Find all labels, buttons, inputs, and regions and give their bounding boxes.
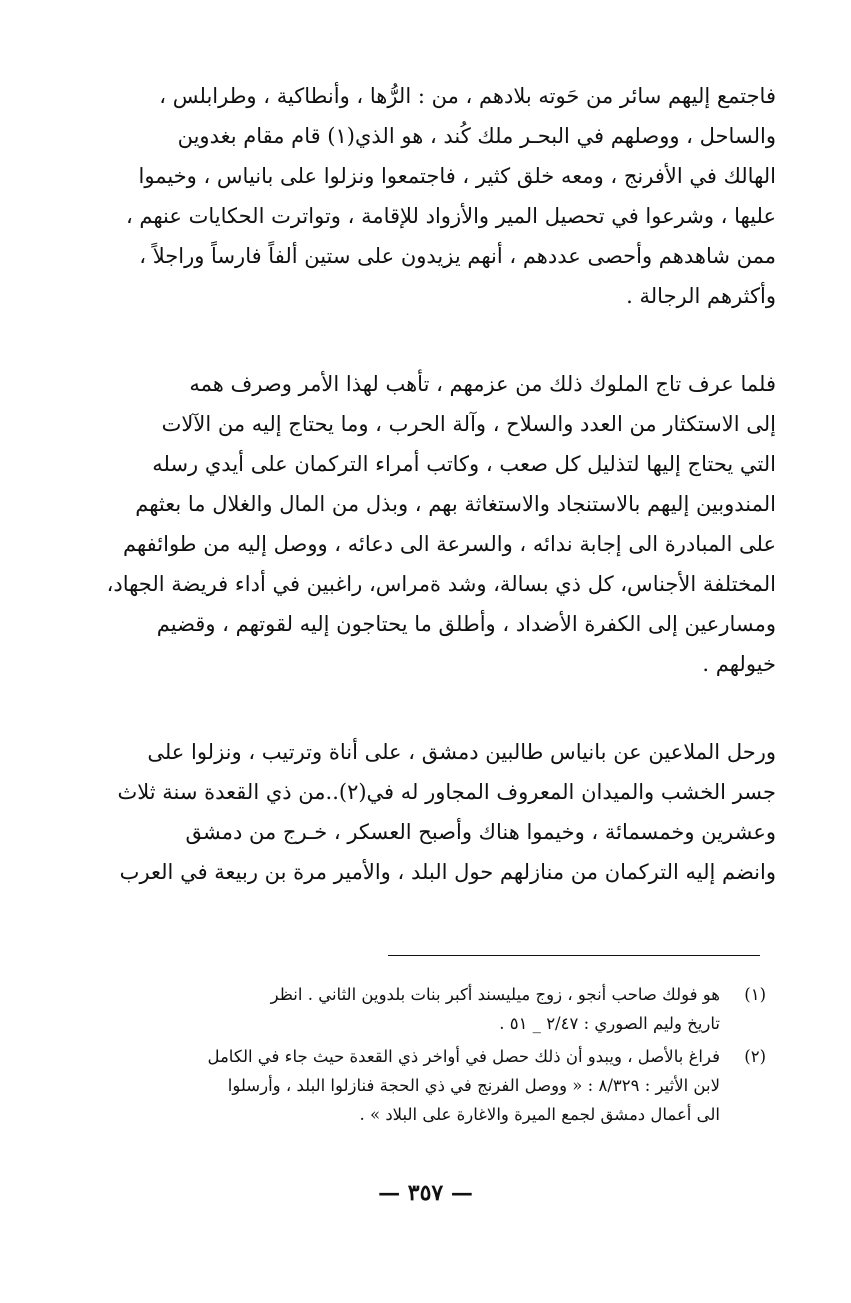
footnote-marker: (٢) bbox=[744, 1047, 766, 1066]
text-line: ورحل الملاعين عن بانياس طالبين دمشق ، على أناة وترتيب ، ونزلوا على bbox=[147, 740, 776, 764]
text-line: عليها ، وشرعوا في تحصيل المير والأزواد للإقامة ، وتواترت الحكايات عنهم ، bbox=[125, 204, 776, 228]
text-line: خيولهم . bbox=[702, 652, 776, 676]
text-line: والساحل ، ووصلهم في البحـر ملك كُند ، هو الذي(١) قام مقام بغدوين bbox=[177, 124, 776, 148]
footnote-1 bbox=[76, 980, 766, 1038]
footnote-divider bbox=[388, 955, 760, 956]
footnotes bbox=[76, 980, 766, 1133]
text-line: فاجتمع إليهم سائر من حَوته بلادهم ، من : الرُّها ، وأنطاكية ، وطرابلس ، bbox=[159, 84, 776, 108]
text-line: فلما عرف تاج الملوك ذلك من عزمهم ، تأهب لهذا الأمر وصرف همه bbox=[189, 372, 776, 396]
text-line: وعشرين وخمسمائة ، وخيموا هناك وأصبح العسكر ، خـرج من دمشق bbox=[185, 820, 776, 844]
footnote-marker: (١) bbox=[744, 985, 766, 1004]
footnote-line: تاريخ وليم الصوري : ٢/٤٧ _ ٥١ . bbox=[499, 1014, 720, 1033]
paragraph-3 bbox=[76, 732, 776, 892]
footnote-line: فراغ بالأصل ، ويبدو أن ذلك حصل في أواخر ذي القعدة حيث جاء في الكامل bbox=[207, 1047, 720, 1066]
footnote-line: هو فولك صاحب أنجو ، زوج ميليسند أكبر بنات بلدوين الثاني . انظر bbox=[270, 985, 720, 1004]
text-line: إلى الاستكثار من العدد والسلاح ، وآلة الحرب ، وما يحتاج إليه من الآلات bbox=[161, 412, 776, 436]
page-number: — ٣٥٧ — bbox=[378, 1180, 473, 1206]
text-line: ممن شاهدهم وأحصى عددهم ، أنهم يزيدون على ستين ألفاً فارساً وراجلاً ، bbox=[139, 244, 776, 268]
footnote-line: لابن الأثير : ٨/٣٢٩ : « ووصل الفرنج في ذي الحجة فنازلوا البلد ، وأرسلوا bbox=[227, 1076, 720, 1095]
text-line: وانضم إليه التركمان من منازلهم حول البلد ، والأمير مرة بن ربيعة في العرب bbox=[119, 860, 776, 884]
text-line: المختلفة الأجناس، كل ذي بسالة، وشد ةمراس، راغبين في أداء فريضة الجهاد، bbox=[106, 572, 776, 596]
text-line: جسر الخشب والميدان المعروف المجاور له في(٢)..من ذي القعدة سنة ثلاث bbox=[117, 780, 776, 804]
text-line: على المبادرة الى إجابة ندائه ، والسرعة الى دعائه ، ووصل إليه من طوائفهم bbox=[123, 532, 776, 556]
footnote-line: الى أعمال دمشق لجمع الميرة والاغارة على البلاد » . bbox=[359, 1105, 720, 1124]
text-line: الهالك في الأفرنج ، ومعه خلق كثير ، فاجتمعوا ونزلوا على بانياس ، وخيموا bbox=[138, 164, 776, 188]
main-text bbox=[76, 76, 776, 892]
paragraph-1 bbox=[76, 76, 776, 316]
text-line: التي يحتاج إليها لتذليل كل صعب ، وكاتب أمراء التركمان على أيدي رسله bbox=[152, 452, 776, 476]
text-line: ومسارعين إلى الكفرة الأضداد ، وأطلق ما يحتاجون إليه لقوتهم ، وقضيم bbox=[156, 612, 776, 636]
text-line: المندوبين إليهم بالاستنجاد والاستغاثة بهم ، وبذل من المال والغلال ما بعثهم bbox=[135, 492, 776, 516]
paragraph-2 bbox=[76, 364, 776, 684]
footnote-2 bbox=[76, 1042, 766, 1129]
text-line: وأكثرهم الرجالة . bbox=[626, 284, 776, 308]
